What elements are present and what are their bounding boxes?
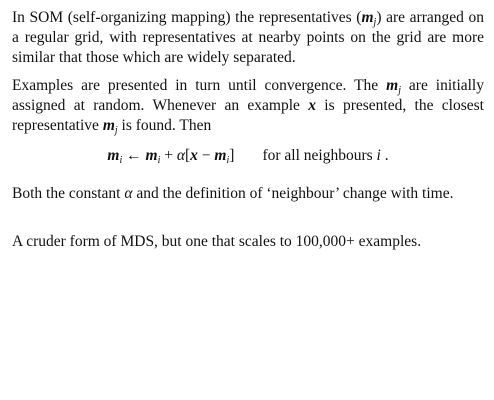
equation-formula: $m_i$ ← $m_i + \alpha[x - m_i]$: [107, 147, 235, 166]
paragraph-scaling: A cruder form of MDS, but one that scales to 100,000+ examples.: [12, 233, 422, 250]
paragraph-parameters: Both the constant α and the definition of ‘neighbour’ change with time.: [12, 185, 454, 202]
subscript-j: j: [373, 17, 377, 28]
var-m: m: [102, 117, 115, 134]
subscript-j: j: [114, 125, 118, 136]
var-m: m: [386, 77, 399, 94]
var-x: x: [308, 97, 316, 114]
subscript-j: j: [398, 85, 401, 96]
equation-condition: for all neighbours i .: [262, 147, 389, 164]
var-alpha: α: [124, 185, 133, 202]
paragraph-training: Examples are presented in turn until convergence. The $m_j$ are initially assigned at random. Whenever an example x is presented, the closest representative $m_j$ is found. Then: [12, 77, 484, 136]
slide-content: [12, 8, 484, 252]
update-equation: [12, 146, 484, 166]
paragraph-som-intro: In SOM (self-organizing mapping) the representatives $(m_j)$ are arranged on a regular grid, with representatives at nearby points on the grid are more similar that those which are widely separated.: [12, 9, 485, 66]
var-m: m: [361, 9, 374, 26]
